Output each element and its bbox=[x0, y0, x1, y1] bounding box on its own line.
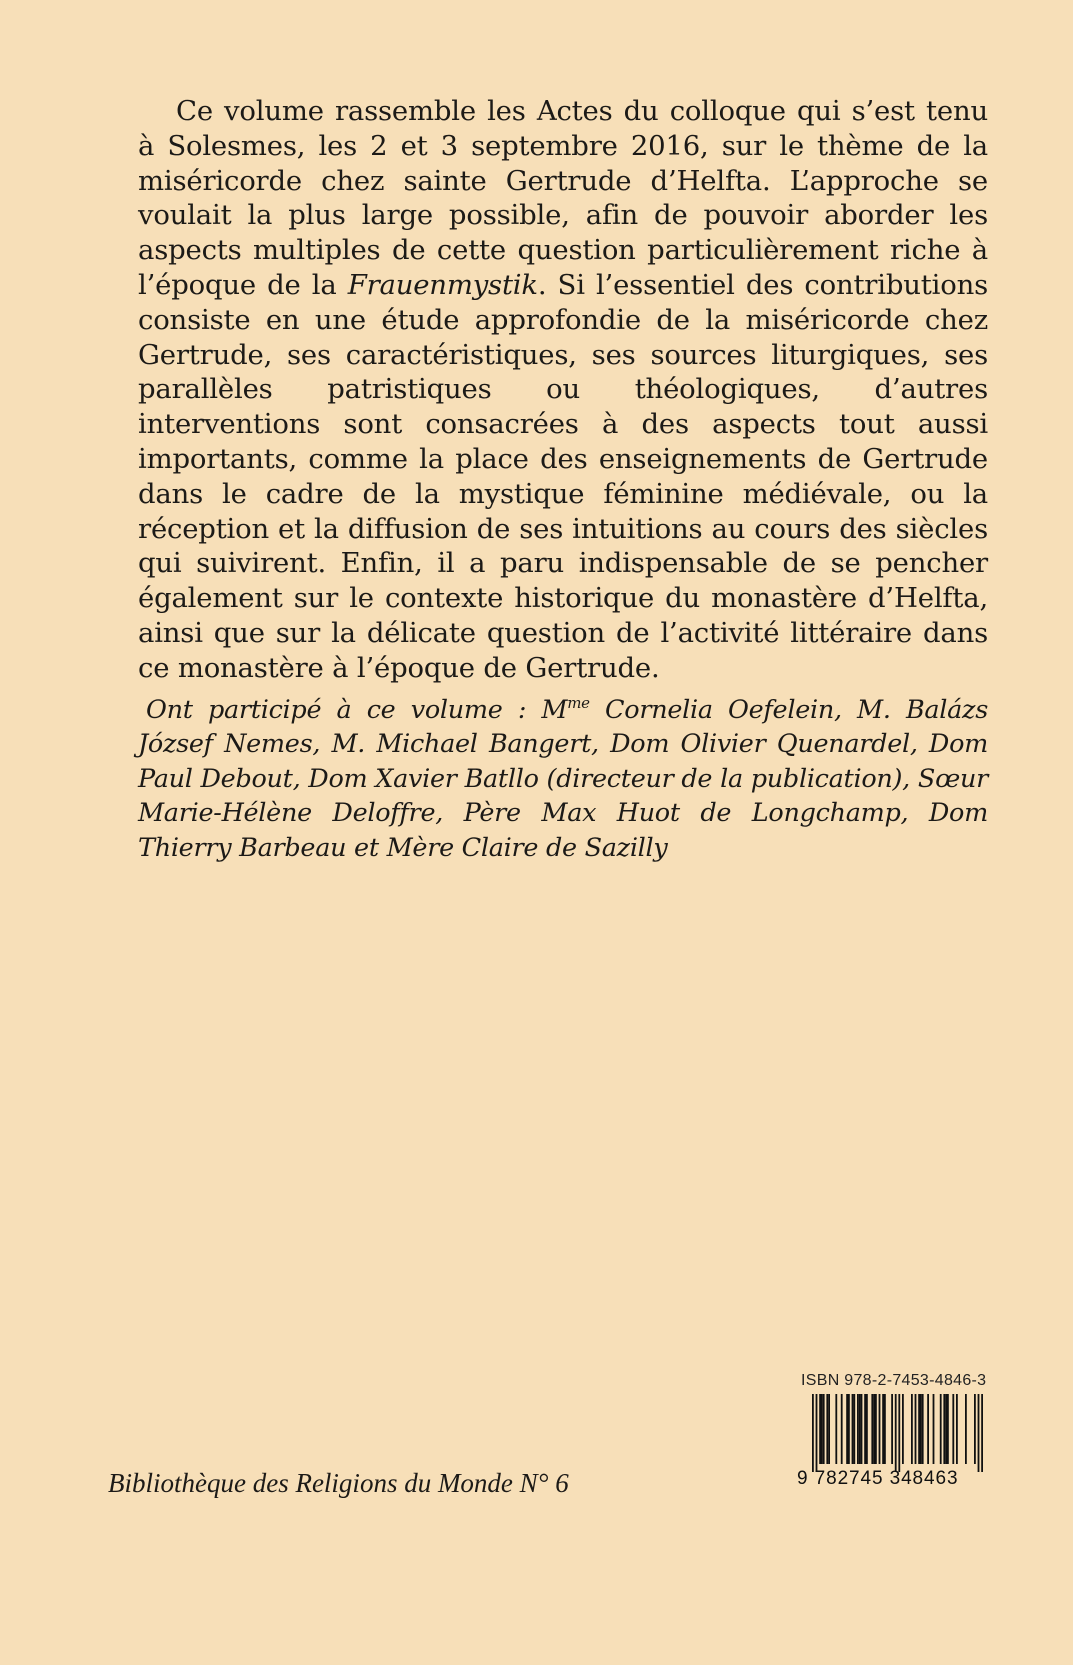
barcode-bar bbox=[922, 1394, 924, 1464]
barcode-bar bbox=[841, 1394, 843, 1464]
barcode-bar bbox=[927, 1394, 929, 1464]
barcode-bar bbox=[952, 1394, 954, 1464]
contributors-lead: Ont participé à ce volume : M bbox=[146, 695, 568, 725]
barcode-bar bbox=[866, 1394, 868, 1464]
barcode-bar bbox=[828, 1394, 830, 1464]
barcode-bar bbox=[974, 1394, 976, 1464]
barcode-bar bbox=[816, 1394, 818, 1472]
barcode-digits: 9 782745 348463 bbox=[797, 1468, 959, 1489]
barcode-bar bbox=[965, 1394, 967, 1464]
barcode-bar bbox=[891, 1394, 893, 1464]
barcode-bar bbox=[895, 1394, 897, 1472]
barcode-bar bbox=[978, 1394, 980, 1472]
title-abbreviation-superscript: me bbox=[567, 694, 590, 712]
barcode-bar bbox=[848, 1394, 850, 1464]
barcode-bar bbox=[861, 1394, 863, 1464]
barcode-bar bbox=[911, 1394, 913, 1464]
contributors-list bbox=[138, 693, 988, 865]
barcode-bar bbox=[940, 1394, 942, 1464]
barcode-bar bbox=[945, 1394, 947, 1464]
barcode-bar bbox=[882, 1394, 884, 1464]
barcode-bar bbox=[902, 1394, 904, 1464]
summary-italic-term: Frauenmystik bbox=[347, 268, 538, 301]
barcode-bars bbox=[797, 1394, 985, 1472]
barcode-bar bbox=[915, 1394, 917, 1464]
barcode-bar bbox=[821, 1394, 823, 1464]
summary-text-end: . Si l’essentiel des contributions consiste en une étude approfondie de la miséricorde chez Gertrude, ses caractéristiques, ses sources liturgiques, ses parallèles patristiques ou théologiques, d’autres interventions sont consacrées à des aspects tout aussi importants, comme la place des enseignements de Gertrude dans le cadre de la mystique féminine médiévale, ou la réception et la diffusion de ses intuitions au cours des siècles qui suivirent. Enfin, il a paru indispensable de se pencher également sur le contexte historique du monastère d’Helfta, ainsi que sur la délicate question de l’activité littéraire dans ce monastère à l’époque de Gertrude. bbox=[138, 268, 988, 684]
barcode-bar bbox=[819, 1394, 821, 1464]
barcode-bar bbox=[823, 1394, 825, 1464]
barcode-bar bbox=[853, 1394, 855, 1464]
barcode-bar bbox=[884, 1394, 886, 1464]
barcode-bar bbox=[812, 1394, 814, 1472]
barcode-bar bbox=[956, 1394, 958, 1464]
barcode-bar bbox=[857, 1394, 859, 1464]
barcode-bar bbox=[852, 1394, 854, 1464]
barcode-bar bbox=[920, 1394, 922, 1464]
barcode-bar bbox=[859, 1394, 861, 1464]
barcode-bar bbox=[933, 1394, 935, 1464]
back-cover-summary bbox=[138, 94, 988, 686]
barcode-bar bbox=[871, 1394, 873, 1464]
barcode-bar bbox=[879, 1394, 881, 1464]
series-title: Bibliothèque des Religions du Monde N° 6 bbox=[108, 1468, 569, 1498]
barcode-bar bbox=[918, 1394, 920, 1464]
summary-text-start: Ce volume rassemble les Actes du colloque qui s’est tenu à Solesmes, les 2 et 3 septembre 2016, sur le thème de la miséricorde chez sainte Gertrude d’Helfta. L’approche se voulait la plus large possible, afin de pouvoir aborder les aspects multiples de cette question particulièrement riche à l’époque de la bbox=[138, 95, 988, 301]
isbn-barcode bbox=[797, 1372, 987, 1502]
barcode-bar bbox=[947, 1394, 949, 1464]
barcode-bar bbox=[875, 1394, 877, 1464]
barcode-bar bbox=[873, 1394, 875, 1464]
barcode-bar bbox=[835, 1394, 837, 1464]
barcode-bar bbox=[898, 1394, 900, 1472]
barcode-bar bbox=[943, 1394, 945, 1464]
barcode-bar bbox=[864, 1394, 866, 1464]
barcode-bar bbox=[846, 1394, 848, 1464]
barcode-bar bbox=[981, 1394, 983, 1472]
barcode-bar bbox=[826, 1394, 828, 1464]
isbn-label: ISBN 978-2-7453-4846-3 bbox=[801, 1372, 987, 1389]
contributors-names: Cornelia Oefelein, M. Balázs József Nemes, M. Michael Bangert, Dom Olivier Quenardel, Dom Paul Debout, Dom Xavier Batllo (directeur de la publication), Sœur Marie-Hélène Deloffre, Père Max Huot de Longchamp, Dom Thierry Barbeau et Mère Claire de Sazilly bbox=[138, 695, 988, 863]
